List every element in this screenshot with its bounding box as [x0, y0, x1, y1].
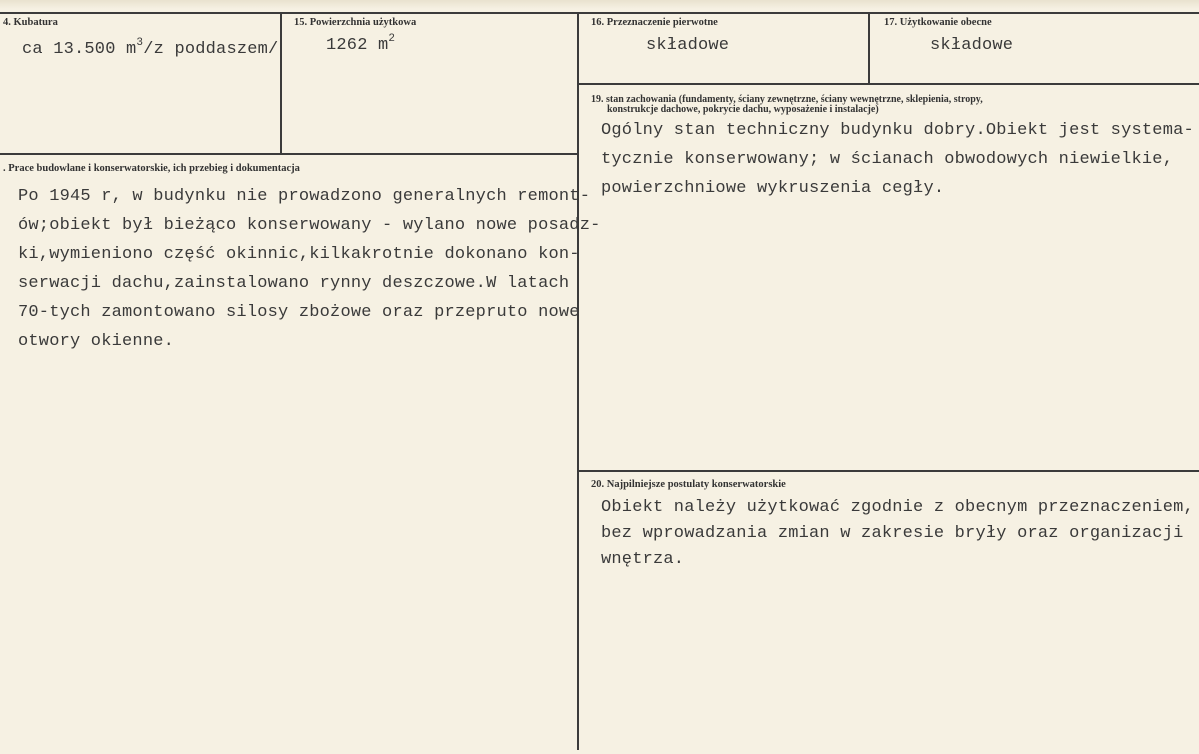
field-19-line: powierzchniowe wykruszenia cegły. [601, 179, 945, 198]
field-16-label: 16. Przeznaczenie pierwotne [591, 17, 718, 28]
field-18-label: . Prace budowlane i konserwatorskie, ich przebieg i dokumentacja [3, 163, 300, 174]
field-20-line: wnętrza. [601, 550, 685, 569]
field-14-value-suffix: /z poddaszem/ [143, 40, 279, 59]
divider-col-16-17 [868, 12, 870, 84]
field-20-text [601, 495, 1194, 573]
field-18-line: ki,wymieniono część okinnic,kilkakrotnie dokonano kon- [18, 245, 580, 264]
field-14-label: 4. Kubatura [3, 17, 58, 28]
field-14-value [22, 37, 279, 59]
field-15-value-main: 1262 m [326, 36, 389, 55]
field-18-line: otwory okienne. [18, 332, 175, 351]
field-17-label: 17. Użytkowanie obecne [884, 17, 992, 28]
rule-above-20 [577, 470, 1199, 472]
field-14-value-exponent: 3 [136, 37, 144, 49]
field-18-line: serwacji dachu,zainstalowano rynny deszczowe.W latach [18, 274, 570, 293]
field-15-label: 15. Powierzchnia użytkowa [294, 17, 417, 28]
field-18-text [18, 182, 601, 356]
field-20-line: bez wprowadzania zmian w zakresie bryły oraz organizacji [601, 524, 1184, 543]
field-18-line: Po 1945 r, w budynku nie prowadzono generalnych remont- [18, 187, 591, 206]
field-20-label: 20. Najpilniejsze postulaty konserwatorskie [591, 479, 786, 490]
card-top-edge [0, 0, 1199, 9]
rule-above-19 [577, 83, 1199, 85]
field-18-line: 70-tych zamontowano silosy zbożowe oraz przepruto nowe [18, 303, 580, 322]
field-20-line: Obiekt należy użytkować zgodnie z obecnym przeznaczeniem, [601, 498, 1194, 517]
field-17-value: składowe [930, 36, 1014, 55]
divider-main [577, 12, 579, 750]
field-14-value-main: ca 13.500 m [22, 40, 137, 59]
divider-col-14-15 [280, 12, 282, 154]
field-19-line: tycznie konserwowany; w ścianach obwodowych niewielkie, [601, 150, 1174, 169]
rule-above-18 [0, 153, 579, 155]
field-19-line: Ogólny stan techniczny budynku dobry.Obiekt jest systema- [601, 121, 1194, 140]
field-18-line: ów;obiekt był bieżąco konserwowany - wylano nowe posadz- [18, 216, 601, 235]
field-19-label-line-1: 19. stan zachowania (fundamenty, ściany zewnętrzne, ściany wewnętrzne, sklepienia, stropy, [591, 94, 983, 105]
field-19-text [601, 116, 1194, 203]
top-rule [0, 12, 1199, 14]
field-15-value [326, 33, 396, 55]
field-15-value-exponent: 2 [388, 33, 396, 45]
field-19-label-line-2: konstrukcje dachowe, pokrycie dachu, wyposażenie i instalacje) [607, 104, 879, 115]
field-16-value: składowe [646, 36, 730, 55]
